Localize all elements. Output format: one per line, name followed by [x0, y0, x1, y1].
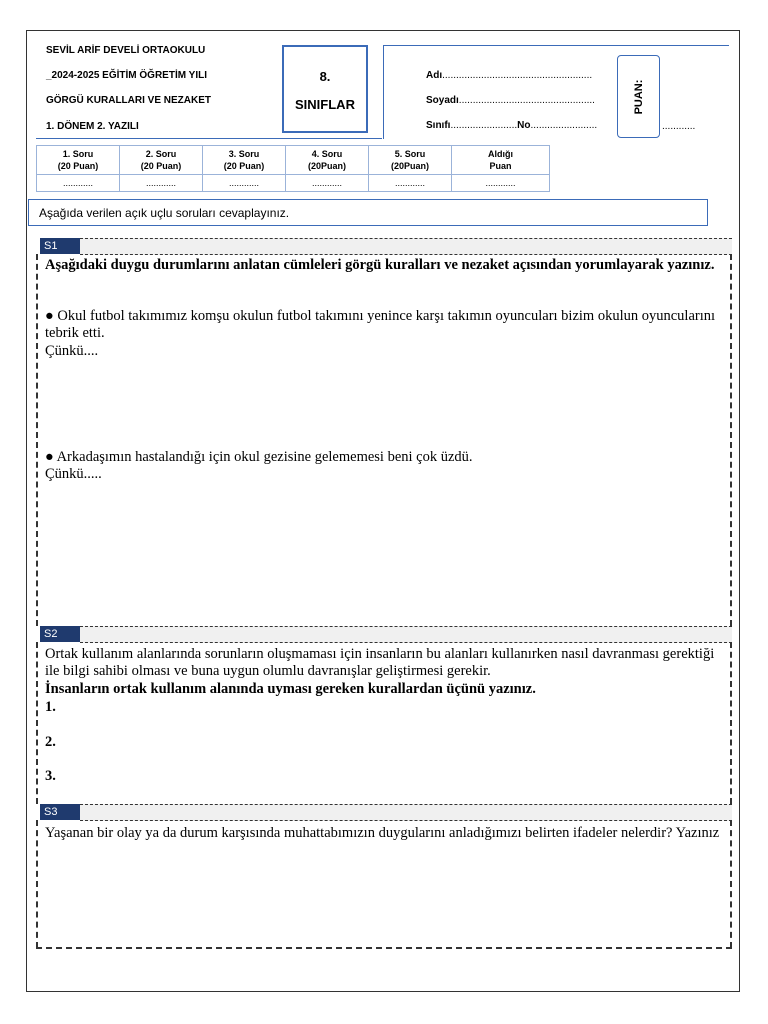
score-cell-1[interactable]: ............ — [37, 175, 120, 192]
score-cell-2[interactable]: ............ — [120, 175, 203, 192]
score-table — [36, 145, 550, 192]
score-header-5: 5. Soru (20Puan) — [369, 146, 452, 175]
score-cell-total[interactable]: ............ — [452, 175, 550, 192]
class-no-field[interactable]: Sınıfı........................No........................ — [426, 120, 598, 131]
surname-field[interactable]: Soyadı................................................. — [426, 95, 595, 106]
q1-because2[interactable]: Çünkü..... — [45, 466, 102, 482]
classes-label: SINIFLAR — [295, 97, 355, 112]
score-header-2: 2. Soru (20 Puan) — [120, 146, 203, 175]
score-box — [617, 55, 660, 138]
q1-item1: ● Okul futbol takımımız komşu okulun futbol takımını yenince karşı takımın oyuncuları bizim okulun oyuncularını tebrik etti. — [45, 308, 716, 341]
instruction-box: Aşağıda verilen açık uçlu soruları cevaplayınız. — [28, 199, 708, 226]
q2-question: İnsanların ortak kullanım alanında uyması gereken kurallardan üçünü yazınız. — [45, 681, 536, 697]
q1-title: Aşağıdaki duygu durumlarını anlatan cümleleri görgü kuralları ve nezaket açısından yorumlayarak yazınız. — [45, 257, 715, 273]
question-tag-s3: S3 — [40, 804, 80, 820]
q1-item2: ● Arkadaşımın hastalandığı için okul gezisine gelememesi beni çok üzdü. — [45, 449, 473, 465]
score-header-1: 1. Soru (20 Puan) — [37, 146, 120, 175]
exam-name: 1. DÖNEM 2. YAZILI — [46, 121, 139, 132]
question-tag-s2: S2 — [40, 626, 80, 642]
header-divider — [36, 138, 382, 139]
q3-text: Yaşanan bir olay ya da durum karşısında muhattabımızın duygularını anladığımızı belirten ifadeler nelerdir? Yazınız — [45, 825, 720, 841]
section-bottom-border — [36, 947, 732, 949]
score-header-4: 4. Soru (20Puan) — [286, 146, 369, 175]
name-field[interactable]: Adı...................................................... — [426, 70, 593, 81]
score-label: PUAN: — [632, 79, 645, 114]
class-box — [282, 45, 368, 133]
q1-because1[interactable]: Çünkü.... — [45, 343, 99, 359]
school-year: _2024-2025 EĞİTİM ÖĞRETİM YILI — [46, 70, 207, 81]
score-dots[interactable]: ............ — [662, 121, 696, 132]
q2-answer-1[interactable]: 1. — [45, 699, 56, 715]
section-header-s3 — [36, 804, 732, 820]
score-cell-3[interactable]: ............ — [203, 175, 286, 192]
grade-number: 8. — [319, 69, 331, 84]
course-name: GÖRGÜ KURALLARI VE NEZAKET — [46, 95, 211, 106]
score-cell-5[interactable]: ............ — [369, 175, 452, 192]
section-header-s2 — [36, 626, 732, 642]
question-tag-s1: S1 — [40, 238, 80, 254]
q2-text: Ortak kullanım alanlarında sorunların oluşmaması için insanların bu alanları kullanırken nasıl davranması gerektiği ile bilgi sahibi olması ve buna uygun olumlu davranışlar geliştirmesi gerekir. — [45, 646, 715, 679]
q2-answer-3[interactable]: 3. — [45, 768, 56, 784]
score-header-3: 3. Soru (20 Puan) — [203, 146, 286, 175]
section-header-s1 — [36, 238, 732, 254]
q2-answer-2[interactable]: 2. — [45, 734, 56, 750]
score-header-total: Aldığı Puan — [452, 146, 550, 175]
school-name: SEVİL ARİF DEVELİ ORTAOKULU — [46, 45, 206, 56]
score-cell-4[interactable]: ............ — [286, 175, 369, 192]
